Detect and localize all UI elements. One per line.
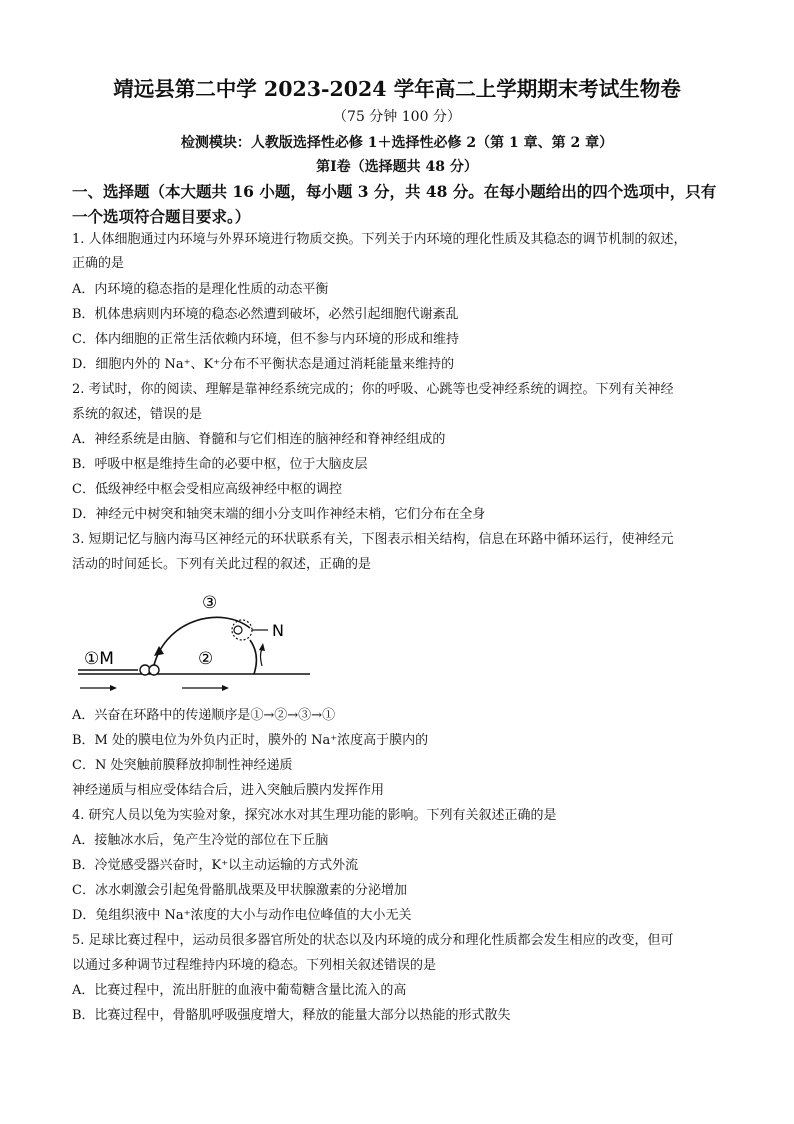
exam-duration: （75 分钟 100 分） — [333, 109, 461, 125]
right-up-arrow-head — [259, 643, 265, 651]
neuron-loop-diagram — [72, 588, 312, 696]
q4-option-d: D．兔组织液中 Na⁺浓度的大小与动作电位峰值的大小无关 — [72, 908, 412, 923]
q3-option-d: 神经递质与相应受体结合后，进入突触后膜内发挥作用 — [72, 783, 385, 798]
arrow-head-bottom-left — [110, 685, 117, 691]
q2-option-c: C．低级神经中枢会受相应高级神经中枢的调控 — [72, 482, 342, 497]
q3-option-b: B．M 处的膜电位为外负内正时，膜外的 Na⁺浓度高于膜内的 — [72, 733, 429, 748]
q3-option-a: A．兴奋在环路中的传递顺序是①→②→③→① — [72, 708, 336, 723]
q2-stem-line1: 2. 考试时，你的阅读、理解是靠神经系统完成的；你的呼吸、心跳等也受神经系统的调控。下列有关神经 — [72, 382, 674, 397]
q3-option-c: C．N 处突触前膜释放抑制性神经递质 — [72, 758, 293, 773]
synapse-n-knob — [234, 626, 242, 634]
synapse-left-target — [149, 665, 159, 675]
q5-stem-line1: 5. 足球比赛过程中，运动员很多器官所处的状态以及内环境的成分和理化性质都会发生相应的改变，但可 — [72, 933, 674, 948]
q1-option-a: A．内环境的稳态指的是理化性质的动态平衡 — [72, 282, 329, 297]
q1-stem-line1: 1. 人体细胞通过内环境与外界环境进行物质交换。下列关于内环境的理化性质及其稳态的调节机制的叙述， — [72, 232, 687, 247]
right-up-arrow — [261, 648, 263, 666]
exam-modules: 检测模块：人教版选择性必修 1＋选择性必修 2（第 1 章、第 2 章） — [180, 135, 614, 151]
q2-stem-line2: 系统的叙述，错误的是 — [72, 407, 203, 422]
q3-stem-line1: 3. 短期记忆与脑内海马区神经元的环状联系有关，下图表示相关结构，信息在环路中循环运行，使神经元 — [72, 532, 674, 547]
q3-stem-line2: 活动的时间延长。下列有关此过程的叙述，正确的是 — [72, 557, 372, 572]
section-heading-line2: 一个选项符合题目要求。） — [72, 207, 251, 226]
arrow-head-bottom-right — [222, 685, 229, 691]
q4-option-b: B．冷觉感受器兴奋时，K⁺以主动运输的方式外流 — [72, 858, 359, 873]
q4-option-a: A．接触冰水后，兔产生冷觉的部位在下丘脑 — [72, 833, 329, 848]
exam-title: 靖远县第二中学 2023-2024 学年高二上学期期末考试生物卷 — [113, 77, 681, 101]
q2-option-d: D．神经元中树突和轴突末端的细小分支叫作神经末梢，它们分布在全身 — [72, 507, 486, 522]
q1-option-d: D．细胞内外的 Na⁺、K⁺分布不平衡状态是通过消耗能量来维持的 — [72, 357, 455, 372]
label-n: N — [272, 621, 284, 640]
q1-option-b: B．机体患病则内环境的稳态必然遭到破坏，必然引起细胞代谢紊乱 — [72, 307, 459, 322]
q1-option-c: C．体内细胞的正常生活依赖内环境，但不参与内环境的形成和维持 — [72, 332, 459, 347]
q5-option-b: B．比赛过程中，骨骼肌呼吸强度增大，释放的能量大部分以热能的形式散失 — [72, 1008, 511, 1023]
q2-option-b: B．呼吸中枢是维持生命的必要中枢，位于大脑皮层 — [72, 457, 368, 472]
label-3: ③ — [202, 593, 218, 613]
q4-stem-line1: 4. 研究人员以兔为实验对象，探究冰水对其生理功能的影响。下列有关叙述正确的是 — [72, 808, 557, 823]
exam-volume: 第Ⅰ卷（选择题共 48 分） — [316, 159, 478, 175]
q1-stem-line2: 正确的是 — [72, 256, 125, 271]
label-2: ② — [198, 649, 214, 669]
label-1m: ①M — [84, 649, 114, 669]
q4-option-c: C．冰水刺激会引起兔骨骼肌战栗及甲状腺激素的分泌增加 — [72, 883, 407, 898]
loop-arc-right — [250, 640, 256, 674]
q5-stem-line2: 以通过多种调节过程维持内环境的稳态。下列相关叙述错误的是 — [72, 958, 437, 973]
q2-option-a: A．神经系统是由脑、脊髓和与它们相连的脑神经和脊神经组成的 — [72, 432, 446, 447]
section-heading-line1: 一、选择题（本大题共 16 小题，每小题 3 分，共 48 分。在每小题给出的四个选项中，只有 — [72, 182, 717, 201]
q5-option-a: A．比赛过程中，流出肝脏的血液中葡萄糖含量比流入的高 — [72, 983, 407, 998]
